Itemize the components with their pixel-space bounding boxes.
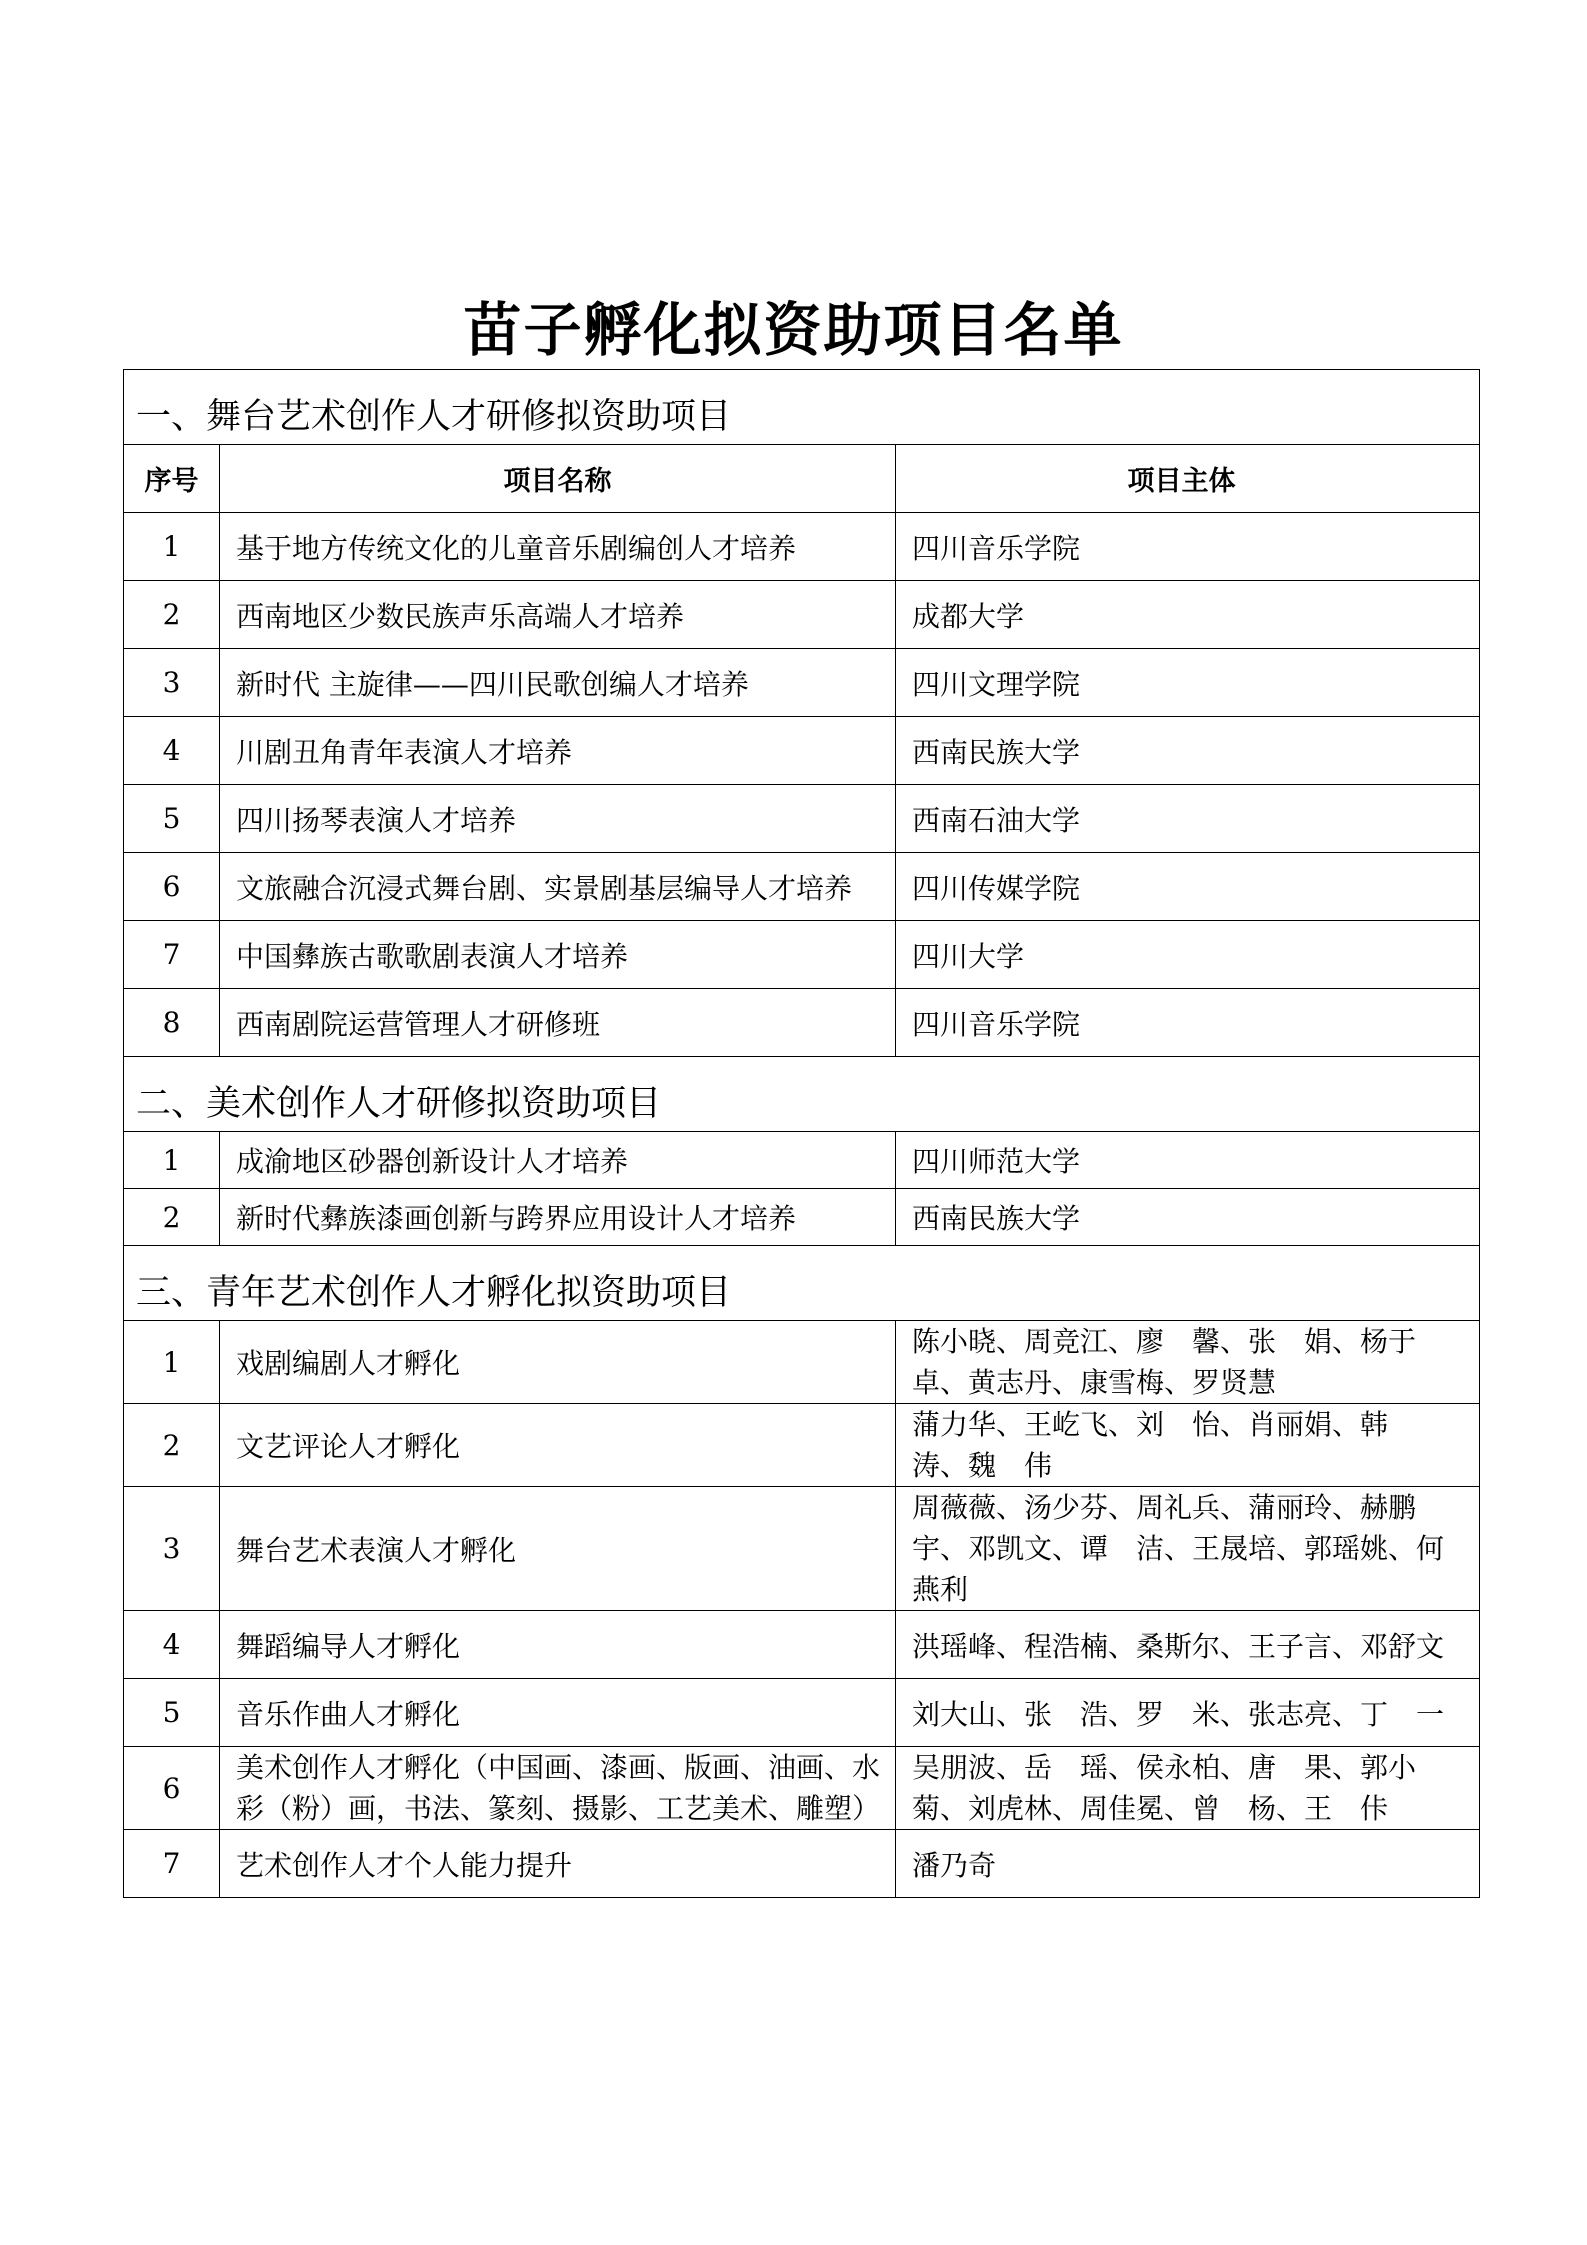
cell-org: 西南石油大学: [896, 785, 1480, 853]
cell-org: 成都大学: [896, 581, 1480, 649]
cell-name: 成渝地区砂器创新设计人才培养: [220, 1132, 896, 1189]
cell-name: 四川扬琴表演人才培养: [220, 785, 896, 853]
cell-no: 7: [124, 921, 220, 989]
table-row: [124, 785, 1480, 853]
cell-no: 1: [124, 1321, 220, 1404]
table-row: [124, 1487, 1480, 1611]
cell-name: 川剧丑角青年表演人才培养: [220, 717, 896, 785]
cell-name: 音乐作曲人才孵化: [220, 1679, 896, 1747]
cell-no: 1: [124, 1132, 220, 1189]
table-row: [124, 1830, 1480, 1898]
table-row: [124, 989, 1480, 1057]
section-heading-row: [124, 1246, 1480, 1321]
cell-name: 舞蹈编导人才孵化: [220, 1611, 896, 1679]
cell-no: 2: [124, 1189, 220, 1246]
section-heading: 一、舞台艺术创作人才研修拟资助项目: [124, 370, 1480, 445]
cell-org: 四川音乐学院: [896, 513, 1480, 581]
table-row: [124, 1321, 1480, 1404]
cell-no: 6: [124, 1747, 220, 1830]
cell-no: 6: [124, 853, 220, 921]
cell-org: 刘大山、张 浩、罗 米、张志亮、丁 一: [896, 1679, 1480, 1747]
cell-no: 1: [124, 513, 220, 581]
header-name: 项目名称: [220, 445, 896, 513]
header-org: 项目主体: [896, 445, 1480, 513]
cell-name: 文旅融合沉浸式舞台剧、实景剧基层编导人才培养: [220, 853, 896, 921]
cell-org: 西南民族大学: [896, 717, 1480, 785]
table-row: [124, 1189, 1480, 1246]
cell-no: 5: [124, 1679, 220, 1747]
table-row: [124, 1404, 1480, 1487]
cell-name: 西南地区少数民族声乐高端人才培养: [220, 581, 896, 649]
cell-org: 洪瑶峰、程浩楠、桑斯尔、王子言、邓舒文: [896, 1611, 1480, 1679]
cell-name: 西南剧院运营管理人才研修班: [220, 989, 896, 1057]
cell-org: 西南民族大学: [896, 1189, 1480, 1246]
section-heading-row: [124, 1057, 1480, 1132]
table-row: [124, 853, 1480, 921]
table-row: [124, 921, 1480, 989]
table-row: [124, 513, 1480, 581]
cell-org: 四川大学: [896, 921, 1480, 989]
cell-org: 四川传媒学院: [896, 853, 1480, 921]
header-no: 序号: [124, 445, 220, 513]
cell-org: 吴朋波、岳 瑶、侯永柏、唐 果、郭小菊、刘虎林、周佳冕、曾 杨、王 佧: [896, 1747, 1480, 1830]
cell-org: 陈小晓、周竞江、廖 馨、张 娟、杨于卓、黄志丹、康雪梅、罗贤慧: [896, 1321, 1480, 1404]
cell-no: 4: [124, 717, 220, 785]
cell-org: 四川师范大学: [896, 1132, 1480, 1189]
cell-name: 新时代 主旋律——四川民歌创编人才培养: [220, 649, 896, 717]
table-row: [124, 1679, 1480, 1747]
cell-no: 2: [124, 581, 220, 649]
cell-no: 3: [124, 1487, 220, 1611]
cell-org: 蒲力华、王屹飞、刘 怡、肖丽娟、韩 涛、魏 伟: [896, 1404, 1480, 1487]
section-heading: 二、美术创作人才研修拟资助项目: [124, 1057, 1480, 1132]
cell-name: 美术创作人才孵化（中国画、漆画、版画、油画、水彩（粉）画，书法、篆刻、摄影、工艺美术、雕塑）: [220, 1747, 896, 1830]
cell-name: 新时代彝族漆画创新与跨界应用设计人才培养: [220, 1189, 896, 1246]
table-row: [124, 581, 1480, 649]
table-row: [124, 1747, 1480, 1830]
table-header-row: [124, 445, 1480, 513]
cell-no: 8: [124, 989, 220, 1057]
document-title: 苗子孵化拟资助项目名单: [463, 296, 1124, 364]
cell-org: 潘乃奇: [896, 1830, 1480, 1898]
cell-no: 2: [124, 1404, 220, 1487]
project-list-table: [123, 369, 1480, 1898]
cell-name: 艺术创作人才个人能力提升: [220, 1830, 896, 1898]
cell-name: 基于地方传统文化的儿童音乐剧编创人才培养: [220, 513, 896, 581]
section-heading-row: [124, 370, 1480, 445]
cell-org: 四川文理学院: [896, 649, 1480, 717]
table-row: [124, 717, 1480, 785]
cell-name: 戏剧编剧人才孵化: [220, 1321, 896, 1404]
table-row: [124, 649, 1480, 717]
section-heading: 三、青年艺术创作人才孵化拟资助项目: [124, 1246, 1480, 1321]
table-row: [124, 1611, 1480, 1679]
cell-org: 周薇薇、汤少芬、周礼兵、蒲丽玲、赫鹏宇、邓凯文、谭 洁、王晟培、郭瑶姚、何燕利: [896, 1487, 1480, 1611]
cell-no: 7: [124, 1830, 220, 1898]
cell-no: 5: [124, 785, 220, 853]
cell-org: 四川音乐学院: [896, 989, 1480, 1057]
cell-name: 中国彝族古歌歌剧表演人才培养: [220, 921, 896, 989]
cell-name: 舞台艺术表演人才孵化: [220, 1487, 896, 1611]
cell-name: 文艺评论人才孵化: [220, 1404, 896, 1487]
cell-no: 4: [124, 1611, 220, 1679]
cell-no: 3: [124, 649, 220, 717]
table-row: [124, 1132, 1480, 1189]
